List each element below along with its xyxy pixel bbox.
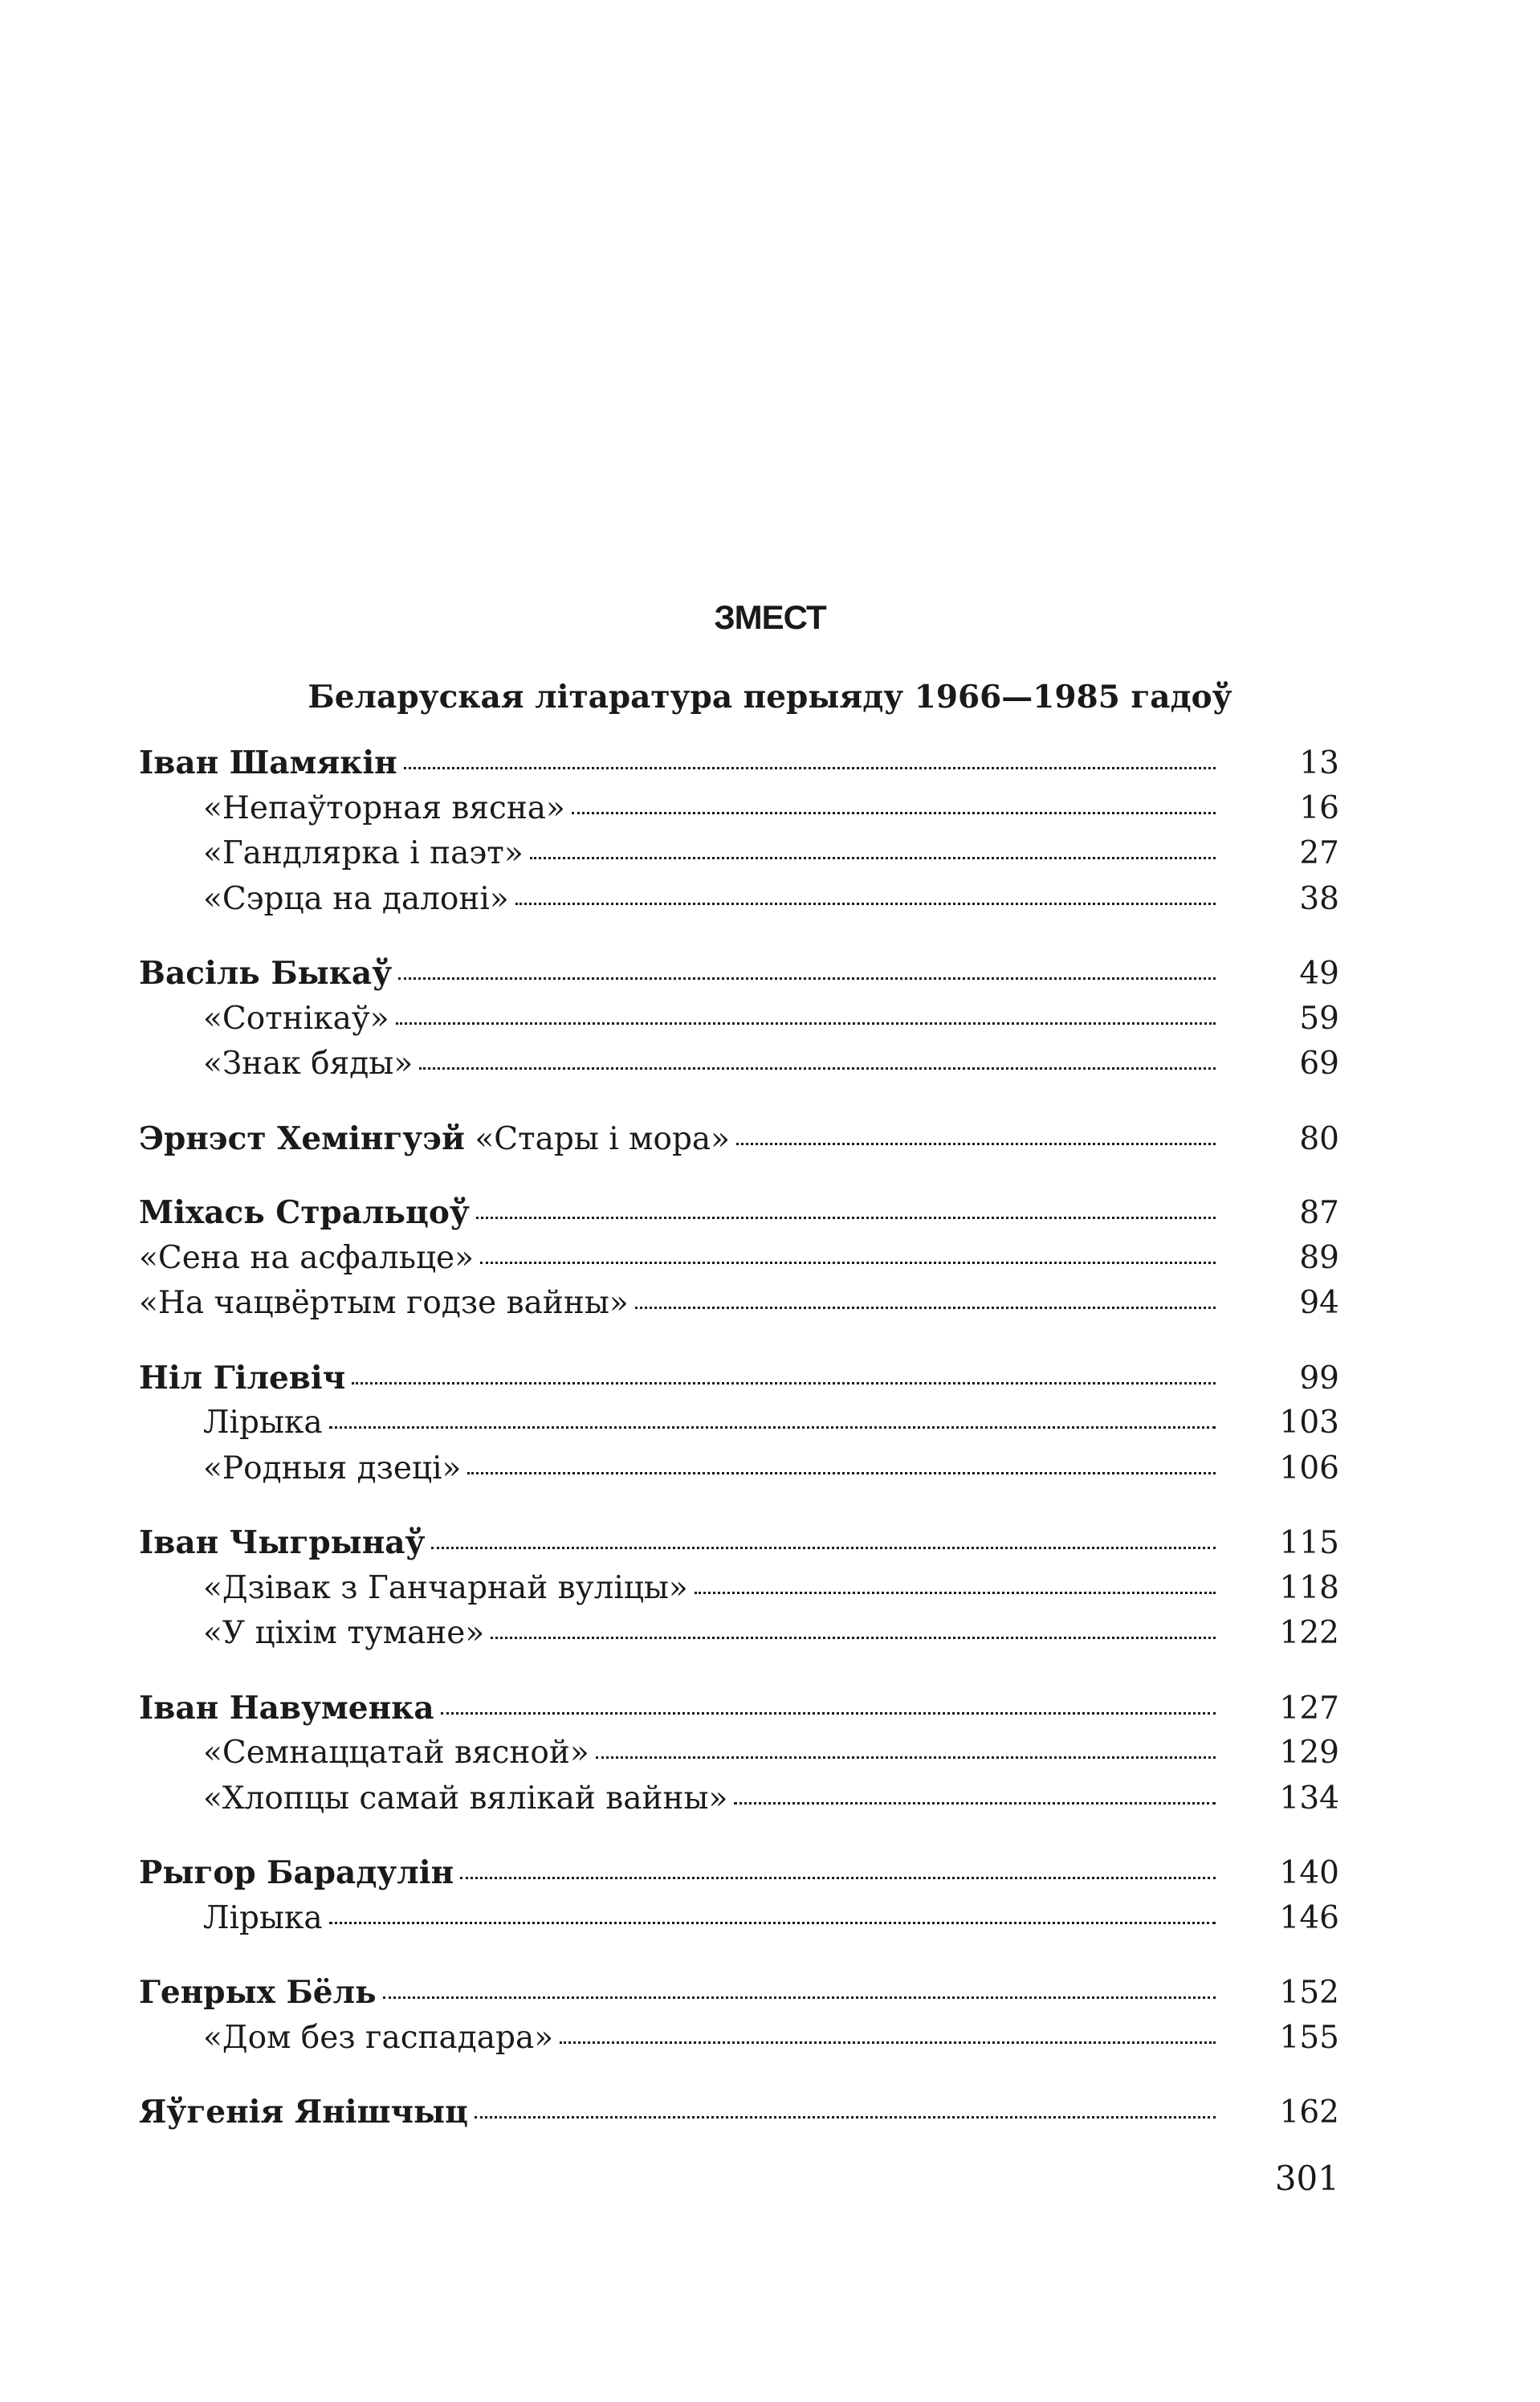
toc-group [139,1850,1339,1941]
entry-page-number: 155 [1279,2019,1339,2056]
author-name: Ніл Гілевіч [139,1359,346,1397]
toc-group [139,1116,1339,1162]
author-name: Іван Шамякін [139,744,397,781]
entry-label [139,1520,425,1567]
dot-leader [467,1471,1216,1474]
toc-work-entry[interactable] [139,786,1339,832]
work-title: «Дом без гаспадара» [203,2019,554,2056]
entry-page-number: 87 [1299,1195,1339,1231]
entry-label [203,1776,727,1822]
work-title: «Непаўторная вясна» [203,789,565,826]
toc-work-entry[interactable] [139,1731,1339,1776]
dot-leader [475,2115,1216,2119]
dot-leader [404,766,1216,769]
work-title: «Стары і мора» [475,1120,731,1157]
entry-label [139,1686,434,1732]
entry-label [139,1356,345,1402]
entry-page-number: 152 [1279,1975,1339,2011]
toc-author-entry[interactable] [139,1850,1339,1896]
author-name: Генрых Бёль [139,1974,377,2011]
work-title: «Сотнікаў» [203,1000,389,1037]
toc-work-entry[interactable] [139,997,1339,1042]
toc-work-entry[interactable] [139,2016,1339,2061]
entry-page-number: 99 [1299,1360,1339,1397]
work-title: «На чацвёртым годзе вайны» [139,1285,629,1321]
work-title: «У ціхім тумане» [203,1615,485,1651]
entry-label [203,1401,323,1446]
entry-page-number: 134 [1279,1780,1339,1817]
toc-author-entry[interactable] [139,1970,1339,2016]
toc-work-entry[interactable] [139,1401,1339,1446]
dot-leader [572,811,1216,814]
work-title: Лірыка [203,1899,323,1936]
toc-group [139,740,1339,922]
toc-group [139,951,1339,1087]
entry-label [139,2090,468,2136]
page-number: 301 [1274,2159,1339,2198]
entry-label [203,831,524,877]
entry-page-number: 122 [1279,1615,1339,1651]
dot-leader [329,1921,1216,1924]
toc-work-entry[interactable] [139,1236,1339,1282]
page-title: ЗМЕСТ [714,598,826,636]
work-title: «Знак бяды» [203,1046,414,1082]
dot-leader [491,1636,1216,1639]
dot-leader [352,1381,1216,1385]
author-name: Эрнэст Хемінгуэй [139,1119,465,1157]
entry-label [203,877,509,923]
author-name: Рыгор Барадулін [139,1854,454,1891]
entry-label [203,1446,461,1492]
entry-label [203,1611,484,1657]
dot-leader [329,1425,1216,1429]
entry-page-number: 94 [1299,1285,1339,1321]
toc-author-entry[interactable] [139,1116,1339,1162]
toc-group [139,1190,1339,1327]
work-title: «Сэрца на далоні» [203,880,509,917]
entry-label [139,951,392,997]
toc-work-entry[interactable] [139,1611,1339,1657]
entry-page-number: 129 [1279,1735,1339,1771]
toc-author-entry[interactable] [139,740,1339,786]
author-name: Васіль Быкаў [139,955,393,992]
toc-author-entry[interactable] [139,951,1339,997]
dot-leader [383,1996,1216,1999]
dot-leader [530,856,1216,859]
dot-leader [695,1591,1216,1594]
work-title: «Родныя дзеці» [203,1450,462,1486]
work-title: «Семнаццатай вясной» [203,1735,589,1771]
dot-leader [734,1801,1216,1805]
entry-label [139,1281,629,1327]
toc-work-entry[interactable] [139,877,1339,923]
entry-page-number: 118 [1279,1569,1339,1606]
entry-page-number: 127 [1279,1690,1339,1727]
entry-page-number: 80 [1299,1120,1339,1157]
entry-page-number: 27 [1299,835,1339,871]
author-name: Яўгенія Янішчыц [139,2094,468,2131]
toc-author-entry[interactable] [139,1356,1339,1401]
toc-work-entry[interactable] [139,1042,1339,1087]
work-title: «Гандлярка і паэт» [203,835,524,871]
dot-leader [441,1711,1216,1715]
toc-work-entry[interactable] [139,1776,1339,1822]
entry-label [139,1190,470,1237]
work-title: «Сена на асфальце» [139,1239,474,1276]
dot-leader [560,2041,1216,2044]
dot-leader [480,1261,1216,1264]
entry-page-number: 13 [1299,745,1339,781]
toc-work-entry[interactable] [139,1896,1339,1942]
toc-author-entry[interactable] [139,1686,1339,1731]
dot-leader [476,1216,1216,1219]
toc-work-entry[interactable] [139,1281,1339,1327]
work-title: «Хлопцы самай вялікай вайны» [203,1780,728,1817]
dot-leader [515,902,1216,905]
dot-leader [460,1876,1216,1879]
dot-leader [431,1546,1216,1549]
entry-label [203,2016,553,2061]
entry-page-number: 89 [1299,1239,1339,1276]
work-title: «Дзівак з Ганчарнай вуліцы» [203,1569,688,1606]
entry-page-number: 103 [1279,1405,1339,1441]
entry-page-number: 49 [1299,956,1339,992]
entry-label [139,1850,454,1897]
dot-leader [736,1142,1216,1145]
toc-group [139,1356,1339,1492]
entry-page-number: 162 [1279,2094,1339,2131]
entry-label [203,997,389,1042]
table-of-contents [139,740,1339,2164]
entry-page-number: 69 [1299,1046,1339,1082]
entry-label [139,740,397,787]
dot-leader [419,1066,1216,1070]
entry-label [203,1896,323,1942]
entry-page-number: 106 [1279,1450,1339,1486]
entry-label [203,1566,688,1612]
section-heading: Беларуская літаратура перыяду 1966—1985 гадоў [308,679,1232,716]
dot-leader [596,1756,1216,1759]
entry-label [139,1116,730,1163]
toc-author-entry[interactable] [139,1190,1339,1236]
toc-group [139,1970,1339,2061]
entry-page-number: 146 [1279,1899,1339,1936]
toc-work-entry[interactable] [139,831,1339,877]
entry-page-number: 16 [1299,789,1339,826]
entry-page-number: 115 [1279,1525,1339,1561]
dot-leader [396,1022,1216,1025]
toc-group [139,1686,1339,1822]
entry-label [203,1042,413,1087]
author-name: Міхась Стральцоў [139,1194,470,1231]
entry-label [139,1970,377,2017]
entry-label [203,786,565,832]
toc-group [139,1520,1339,1657]
entry-label [203,1731,589,1776]
author-name: Іван Чыгрынаў [139,1524,426,1561]
toc-author-entry[interactable] [139,2090,1339,2135]
toc-author-entry[interactable] [139,1520,1339,1566]
dot-leader [398,977,1216,980]
entry-label [139,1236,474,1282]
toc-work-entry[interactable] [139,1566,1339,1612]
author-name: Іван Навуменка [139,1689,434,1727]
toc-work-entry[interactable] [139,1446,1339,1492]
toc-group [139,2090,1339,2135]
work-title: Лірыка [203,1405,323,1441]
dot-leader [635,1306,1216,1309]
entry-page-number: 38 [1299,880,1339,917]
entry-page-number: 140 [1279,1855,1339,1891]
entry-page-number: 59 [1299,1000,1339,1037]
